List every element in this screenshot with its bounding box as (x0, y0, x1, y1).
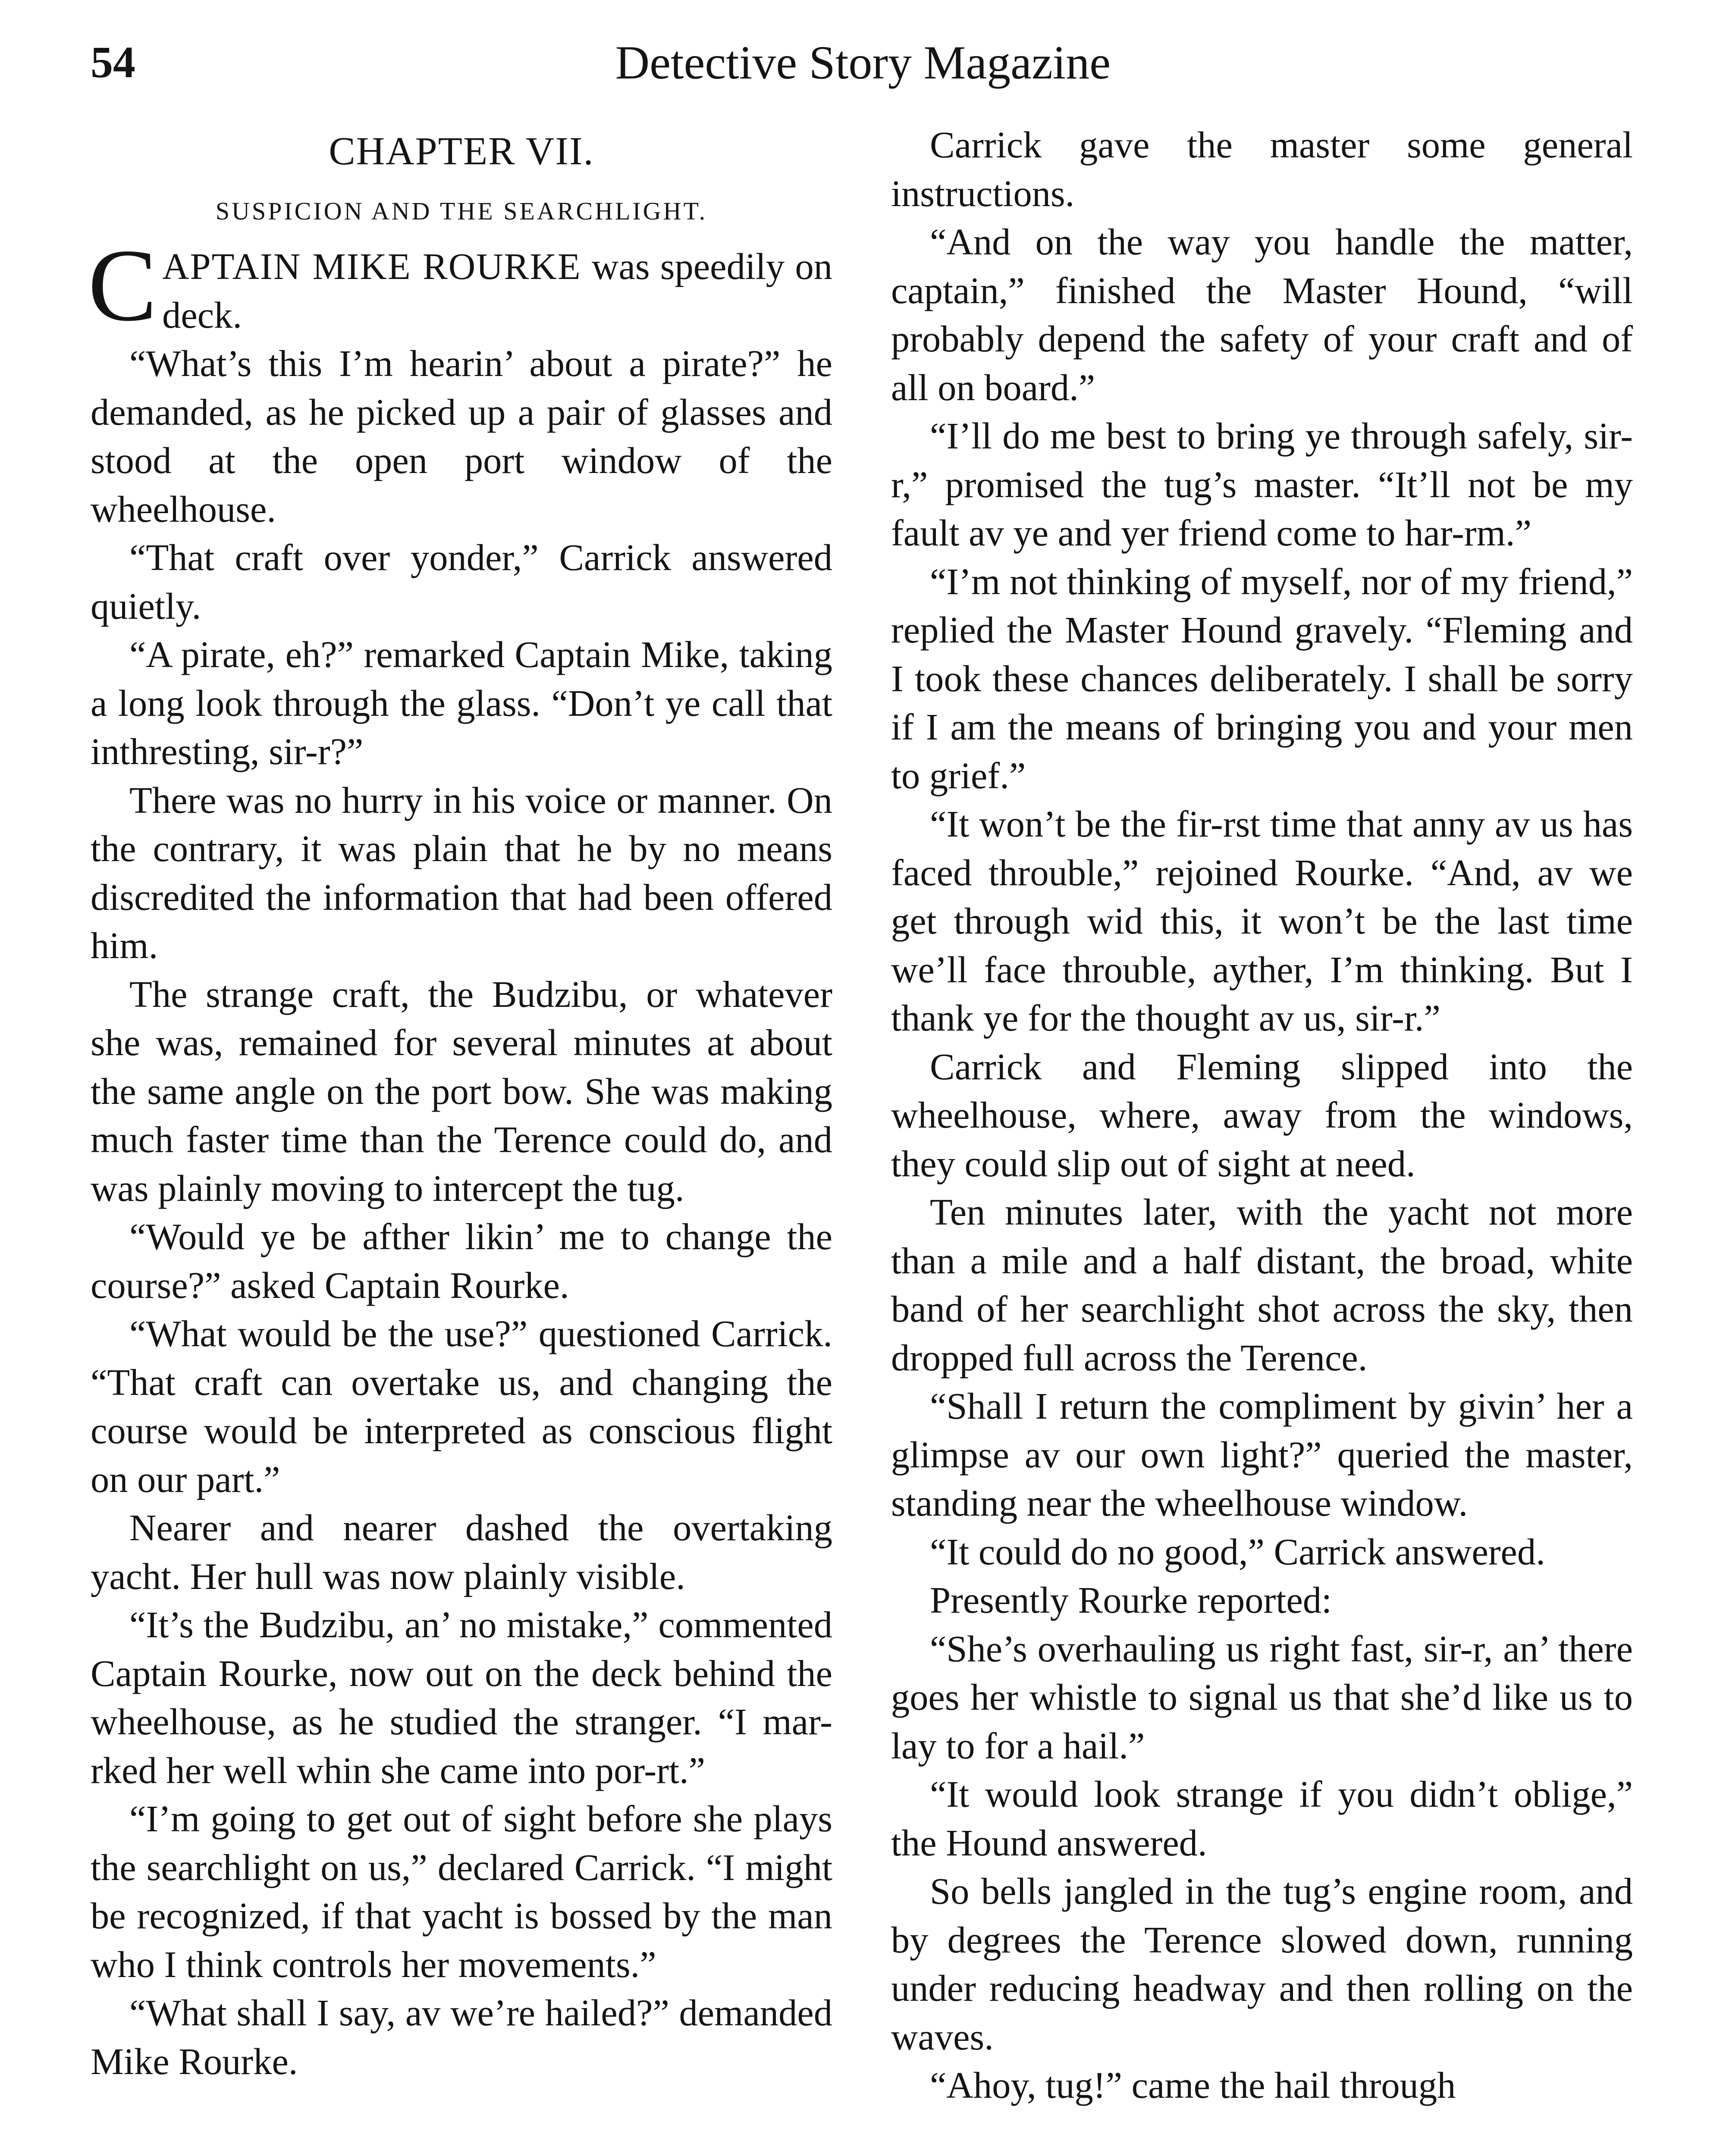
opening-rest: was speedily on deck. (162, 246, 832, 336)
paragraph: Carrick and Fleming slipped into the wheelhouse, where, away from the windows, they could slip out of sight at need. (891, 1046, 1633, 1185)
paragraph: “I’m going to get out of sight before she plays the searchlight on us,” declared Carrick. “I might be recognized, if that yacht is bossed by the man who I think controls her movements.” (91, 1798, 832, 1985)
running-head (91, 30, 1635, 95)
paragraph: “Shall I return the compliment by givin’ her a glimpse av our own light?” queried the master, standing near the wheelhouse window. (891, 1385, 1633, 1524)
paragraph: “What shall I say, av we’re hailed?” demanded Mike Rourke. (91, 1992, 832, 2082)
paragraph: “I’ll do me best to bring ye through safely, sir-r,” promised the tug’s master. “It’ll not be my fault av ye and yer friend come to har-rm.” (891, 415, 1633, 554)
paragraph: Nearer and nearer dashed the overtaking yacht. Her hull was now plainly visible. (91, 1507, 832, 1597)
paragraph: “It won’t be the fir-rst time that anny av us has faced throuble,” rejoined Rourke. “And, av we get through wid this, it won’t be the last time we’ll face throuble, ayther, I’m thinking. But I thank ye for the thought av us, sir-r.” (891, 803, 1633, 1039)
paragraph: “That craft over yonder,” Carrick answered quietly. (91, 537, 832, 627)
chapter-subtitle: SUSPICION AND THE SEARCHLIGHT. (215, 197, 708, 225)
right-column (891, 121, 1633, 2110)
paragraph: “What would be the use?” questioned Carrick. “That craft can overtake us, and changing the course would be interpreted as conscious flight on our part.” (91, 1313, 832, 1500)
paragraph: The strange craft, the Budzibu, or whatever she was, remained for several minutes at about the same angle on the port bow. She was making much faster time than the Terence could do, and was plainly moving to intercept the tug. (91, 973, 832, 1209)
drop-cap: C (88, 228, 157, 342)
paragraph: “I’m not thinking of myself, nor of my friend,” replied the Master Hound gravely. “Fleming and I took these chances deliberately. I shall be sorry if I am the means of bringing you and your men to grief.” (891, 561, 1633, 796)
paragraph: Carrick gave the master some general instructions. (891, 124, 1633, 214)
paragraph: “It’s the Budzibu, an’ no mistake,” commented Captain Rourke, now out on the deck behind the wheelhouse, as he studied the stranger. “I mar-rked her well whin she came into por-rt.” (91, 1604, 832, 1791)
paragraph: There was no hurry in his voice or manner. On the contrary, it was plain that he by no means discredited the information that had been offered him. (91, 779, 832, 966)
paragraph: “What’s this I’m hearin’ about a pirate?” he demanded, as he picked up a pair of glasses and stood at the open port window of the wheelhouse. (91, 343, 832, 530)
paragraph: “A pirate, eh?” remarked Captain Mike, taking a long look through the glass. “Don’t ye call that inthresting, sir-r?” (91, 634, 832, 772)
paragraph: Ten minutes later, with the yacht not more than a mile and a half distant, the broad, white band of her searchlight shot across the sky, then dropped full across the Terence. (891, 1191, 1633, 1379)
paragraph: “It would look strange if you didn’t oblige,” the Hound answered. (891, 1774, 1633, 1864)
paragraph: Presently Rourke reported: (930, 1579, 1332, 1621)
paragraph: “It could do no good,” Carrick answered. (930, 1531, 1545, 1573)
paragraph: “She’s overhauling us right fast, sir-r, an’ there goes her whistle to signal us that she’d like us to lay to for a hail.” (891, 1628, 1633, 1767)
paragraph: “Ahoy, tug!” came the hail through (930, 2065, 1456, 2106)
paragraph: So bells jangled in the tug’s engine room, and by degrees the Terence slowed down, running under reducing headway and then rolling on the waves. (891, 1871, 1633, 2058)
left-column (88, 121, 832, 2086)
paragraph: “And on the way you handle the matter, captain,” finished the Master Hound, “will probably depend the safety of your craft and of all on board.” (891, 221, 1633, 408)
chapter-title: CHAPTER VII. (329, 129, 594, 173)
page-number: 54 (91, 38, 135, 87)
opening-paragraph (88, 228, 832, 342)
paragraph: “Would ye be afther likin’ me to change the course?” asked Captain Rourke. (91, 1216, 832, 1306)
magazine-title: Detective Story Magazine (615, 36, 1111, 89)
opening-words: APTAIN MIKE ROURKE (162, 246, 581, 287)
